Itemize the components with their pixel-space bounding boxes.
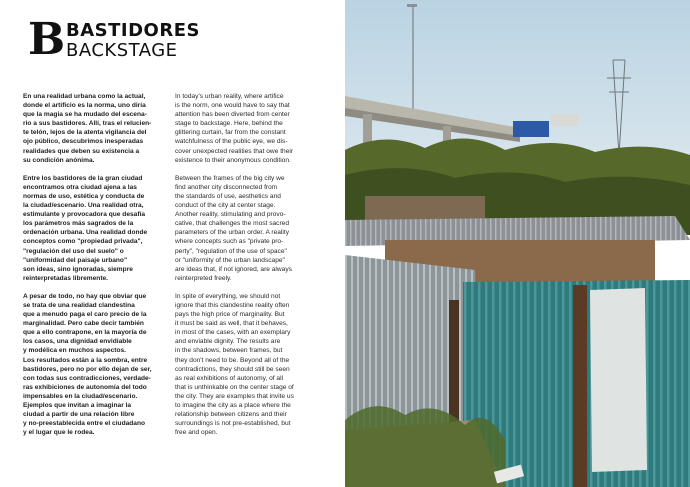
photo-illustration [345,0,690,487]
weeds [345,406,505,487]
english-paragraph-2: Between the frames of the big city we find another city disconnected from the standards of use, aesthetics and conduct of the city at center stage. Another reality, stimulating and provo- cative, that challenges the most sacred parameters of the urban order. A reality where concepts such as "private pro- perty", "regulation of the use of space" or "uniformity of the urban landscape" are ideas that, if not ignored, are always reinterpreted freely. [175,174,292,282]
wooden-post [573,285,587,487]
shantytown-photo [345,0,690,487]
spanish-paragraph-3: A pesar de todo, no hay que obviar que se trata de una realidad clandestina que a menudo paga el caro precio de la marginalidad. Pero cabe decir también que a ello contrapone, en la mayoría de los casos, una dignidad envidiable y modélica en muchos aspectos. Los resultados están a la sombra, entre bastidores, pero no por ello dejan de ser, con todas sus contradicciones, verdade- ras exhibiciones de autonomía del todo impensables en la ciudad/escenario. Ejemplos que invitan a imaginar la ciudad a partir de una relación libre y no-preestablecida entre el ciudadano y el lugar que le rodea. [23,292,152,437]
wooden-post [449,300,459,430]
english-paragraph-3: In spite of everything, we should not ignore that this clandestine reality often pays the high price of marginality. But it must be said as well, that it behaves, in most of the cases, with an exemplary and enviable dignity. The results are in the shadows, between frames, but they don't need to be. Beyond all of the contradictions, they should still be seen as real exhibitions of autonomy, of all that is unthinkable on the center stage of the city. They are examples that invite us to imagine the city as a place where the relationship between citizens and their surroundings is not pre-established, but free and open. [175,292,294,437]
title-english: BACKSTAGE [66,40,178,61]
spanish-paragraph-2: Entre los bastidores de la gran ciudad encontramos otra ciudad ajena a las normas de uso, estética y conducta de la ciudad/escenario. Una realidad otra, estimulante y provocadora que desafía los parámetros más sagrados de la ordenación urbana. Una realidad donde conceptos como "propiedad privada", "regulación del uso del suelo" o "uniformidad del paisaje urbano" son ideas, sino ignoradas, siempre reinterpretadas libremente. [23,174,148,282]
english-paragraph-1: In today's urban reality, where artifice is the norm, one would have to say that attention has been diverted from center stage to backstage. Here, behind the glittering curtain, far from the constant watchfulness of the public eye, we dis- cover unexpected realities that owe their existence to their anonymous condition. [175,93,294,164]
white-fence-panel [590,288,647,472]
highway-sign-2 [551,114,579,126]
title-spanish: BASTIDORES [66,20,200,41]
initial-letter: B [28,14,66,65]
highway-sign [513,121,549,137]
english-column [175,92,327,446]
spanish-paragraph-1: En una realidad urbana como la actual, donde el artificio es la norma, uno diría que la magia se ha mudado del escena- rio a sus bastidores. Allí, tras el relucien- te telón, lejos de la atenta vigilancia del ojo público, descubrimos inesperadas realidades que deben su existencia a su condición anónima. [23,93,152,164]
spanish-column [23,92,175,446]
light-head [407,4,417,7]
